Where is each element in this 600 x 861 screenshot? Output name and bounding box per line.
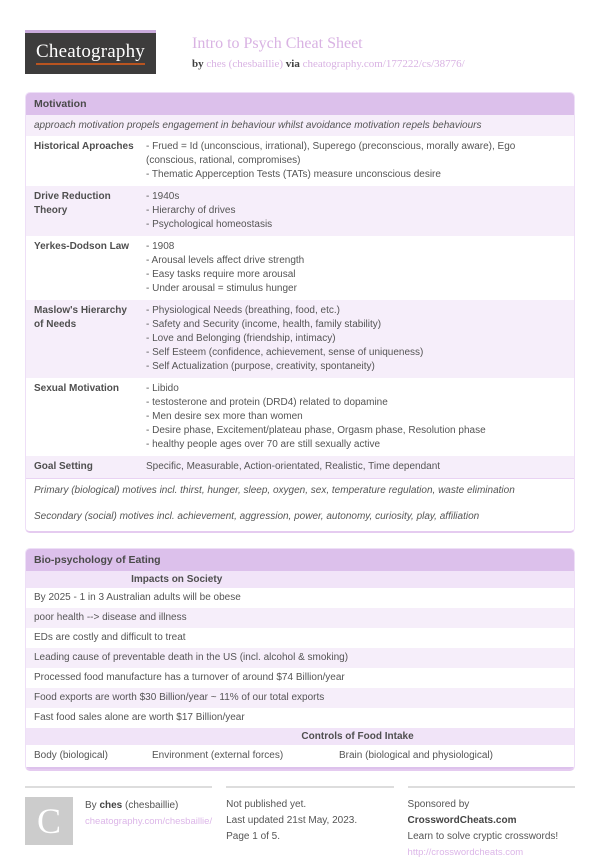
publish-status: Not published yet. [226, 799, 307, 810]
definition-line: - Psychological homeostasis [146, 219, 273, 230]
footer-profile-link[interactable]: cheatography.com/chesbaillie/ [85, 816, 213, 827]
controls-columns-row [26, 745, 574, 769]
footer-status-column [226, 786, 393, 861]
footer-author-handle: (chesbaillie) [125, 800, 179, 811]
row-term: Yerkes-Dodson Law [34, 241, 130, 252]
motivation-table [25, 92, 575, 533]
row-term: Goal Setting [34, 461, 93, 472]
bio-section-header: Bio-psychology of Eating [26, 549, 574, 571]
table-row [26, 186, 574, 236]
cheatography-c-logo[interactable] [25, 797, 73, 845]
definition-line: - Under arousal = stimulus hunger [146, 283, 297, 294]
sponsor-tagline: Learn to solve cryptic crosswords! [407, 831, 559, 842]
column-header-body: Body (biological) [34, 750, 108, 761]
table-row [26, 456, 574, 478]
definition-line: - Frued = Id (unconscious, irrational), Superego (preconscious, morally aware), Ego (conscious, rational, compromises) [146, 141, 516, 166]
row-definition [144, 300, 574, 378]
table-row [26, 136, 574, 186]
footer-author-column [25, 786, 212, 861]
page-number: Page 1 of 5. [226, 831, 281, 842]
row-definition [144, 456, 574, 478]
footer-author-name: ches [99, 800, 123, 811]
c-logo-letter: C [36, 801, 61, 841]
row-definition [144, 378, 574, 456]
column-header-brain: Brain (biological and physiological) [339, 750, 493, 761]
definition-line: - Desire phase, Excitement/plateau phase, Orgasm phase, Resolution phase [146, 425, 486, 436]
via-label: via [285, 58, 300, 70]
footer-by-label: By [85, 800, 97, 811]
header [25, 30, 575, 74]
definition-line: - Love and Belonging (friendship, intimacy) [146, 333, 336, 344]
table-row [26, 300, 574, 378]
definition-line: - 1908 [146, 241, 175, 252]
footer-sponsor-column [408, 786, 575, 861]
definition-line: - Self Esteem (confidence, achievement, sense of uniqueness) [146, 347, 424, 358]
sponsor-name: CrosswordCheats.com [407, 815, 517, 826]
by-label: by [191, 58, 204, 70]
definition-line: - Arousal levels affect drive strength [146, 255, 305, 266]
row-term: Drive Reduction Theory [34, 191, 111, 216]
definition-line: - 1940s [146, 191, 180, 202]
table-row: Leading cause of preventable death in the US (incl. alcohol & smoking) [26, 648, 574, 668]
impacts-subheader [26, 571, 574, 588]
last-updated: Last updated 21st May, 2023. [226, 815, 358, 826]
definition-line: - healthy people ages over 70 are still sexually active [146, 439, 381, 450]
definition-line: - Self Actualization (purpose, creativity, spontaneity) [146, 361, 375, 372]
definition-line: - Physiological Needs (breathing, food, etc.) [146, 305, 340, 316]
column-header-environment: Environment (external forces) [152, 750, 284, 761]
author-link[interactable]: ches (chesbaillie) [206, 58, 284, 70]
controls-subheader-label: Controls of Food Intake [301, 731, 414, 742]
definition-line: - testosterone and protein (DRD4) related to dopamine [146, 397, 388, 408]
motivation-section-header: Motivation [26, 93, 574, 115]
table-row: poor health --> disease and illness [26, 608, 574, 628]
footer-author-line [85, 798, 212, 814]
controls-subheader [26, 728, 574, 745]
definition-line: - Safety and Security (income, health, family stability) [146, 319, 382, 330]
table-row: EDs are costly and difficult to treat [34, 632, 186, 643]
row-definition [144, 236, 574, 300]
table-row: Processed food manufacture has a turnover of around $74 Billion/year [34, 672, 345, 683]
cheatography-logo[interactable] [25, 30, 156, 74]
table-row: By 2025 - 1 in 3 Australian adults will be obese [34, 592, 241, 603]
table-row [26, 236, 574, 300]
byline [192, 58, 465, 70]
table-row: Food exports are worth $30 Billion/year ~ 11% of our total exports [26, 688, 574, 708]
sheet-url-link[interactable]: cheatography.com/177222/cs/38776/ [302, 58, 465, 70]
sponsor-line [408, 797, 575, 829]
row-term: Sexual Motivation [34, 383, 120, 394]
table-footnote: Secondary (social) motives incl. achievement, aggression, power, autonomy, curiosity, play, affiliation [26, 505, 574, 531]
definition-line: - Libido [146, 383, 179, 394]
row-term: Maslow's Hierarchy of Needs [34, 305, 127, 330]
definition-line: - Men desire sex more than women [146, 411, 303, 422]
sponsor-link[interactable]: http://crosswordcheats.com [407, 847, 524, 858]
definition-line: Specific, Measurable, Action-orientated, Realistic, Time dependant [146, 461, 441, 472]
cheatography-logo-text: Cheatography [36, 41, 145, 65]
definition-line: - Hierarchy of drives [146, 205, 236, 216]
table-footnote: Primary (biological) motives incl. thirst, hunger, sleep, oxygen, sex, temperature regulation, waste elimination [26, 478, 574, 505]
footer [0, 786, 600, 861]
row-definition [144, 186, 574, 236]
sponsor-prefix: Sponsored by [407, 799, 470, 810]
page-title: Intro to Psych Cheat Sheet [191, 35, 363, 52]
definition-line: - Easy tasks require more arousal [146, 269, 296, 280]
table-row: Fast food sales alone are worth $17 Billion/year [34, 712, 245, 723]
row-term: Historical Aproaches [34, 141, 134, 152]
motivation-note: approach motivation propels engagement in behaviour whilst avoidance motivation repels behaviours [26, 115, 574, 136]
footer-author-info [85, 797, 212, 845]
impacts-subheader-label: Impacts on Society [131, 574, 223, 585]
row-definition [144, 136, 574, 186]
definition-line: - Thematic Apperception Tests (TATs) measure unconscious desire [146, 169, 441, 180]
header-meta [192, 30, 465, 70]
table-row [26, 378, 574, 456]
bio-psychology-table [25, 548, 575, 771]
